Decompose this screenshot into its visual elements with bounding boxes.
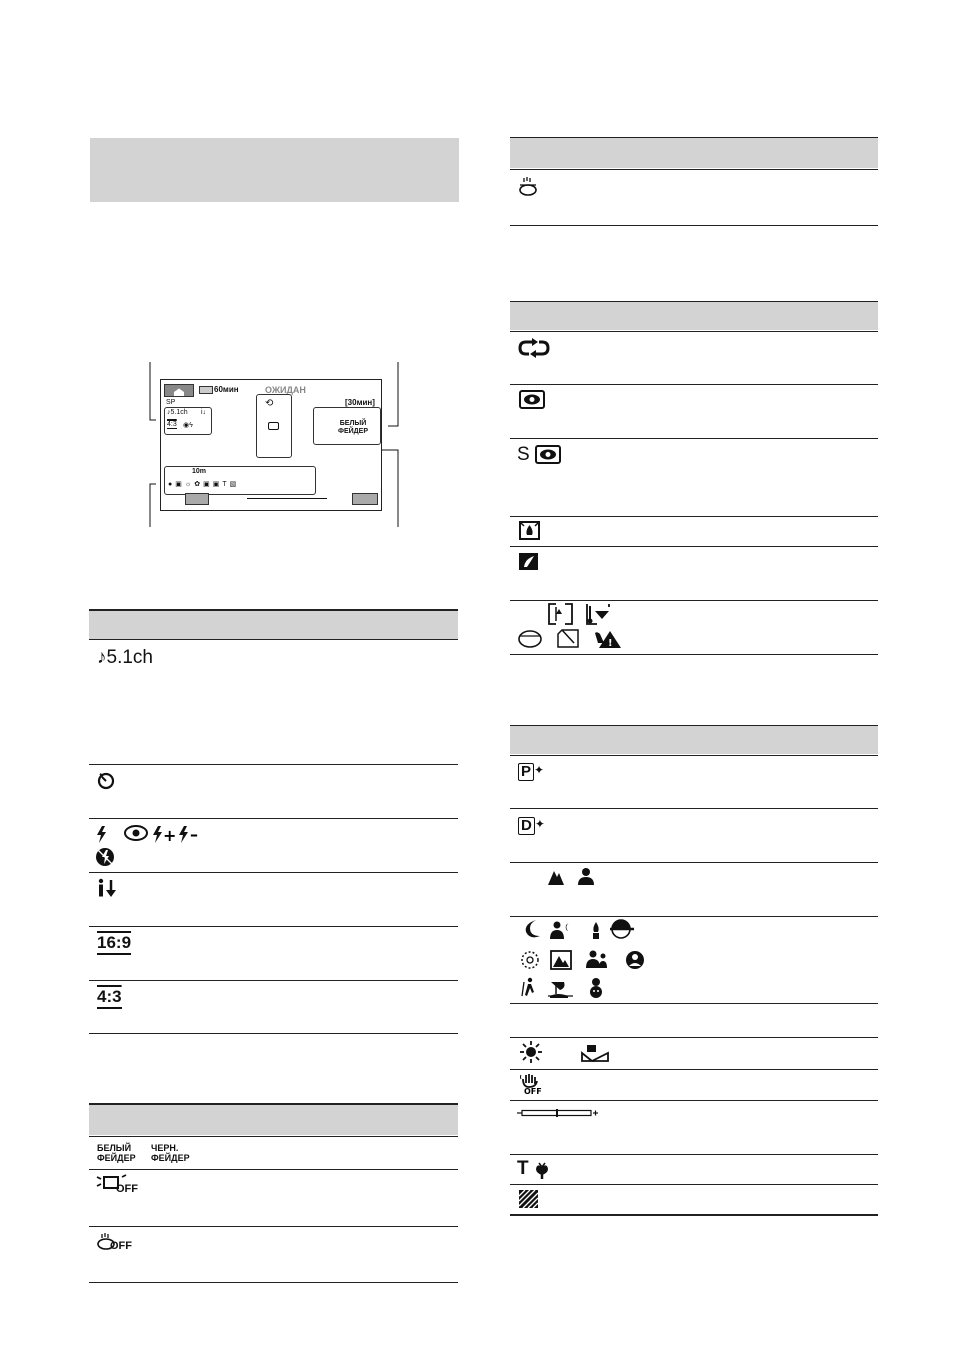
- picture-effect-letter: P: [518, 763, 534, 781]
- zoom-bar-icon: [516, 1107, 598, 1121]
- indicator-box-top-left: [164, 407, 212, 435]
- aspect-4-3-icon: 4:3: [97, 987, 122, 1009]
- section-header-block: [90, 138, 459, 202]
- self-timer-icon: [96, 770, 116, 790]
- landscape-portrait-icons: [548, 867, 598, 887]
- aspect-indicator: 4:3: [167, 421, 177, 428]
- record-mode: SP: [166, 399, 176, 406]
- tele-macro-icon: [517, 1159, 550, 1179]
- self-timer-value: 10m: [192, 468, 207, 475]
- telemacro-icon: [519, 521, 541, 541]
- repeat-icon: [518, 338, 550, 358]
- audio-indicator: ♪5.1ch: [167, 409, 188, 416]
- svg-text:+: +: [163, 826, 177, 845]
- home-button[interactable]: [164, 384, 194, 397]
- white-fader-label: БЕЛЫЙ ФЕЙДЕР: [97, 1143, 136, 1163]
- hdd-icon: [518, 176, 540, 198]
- svg-text:OFF: OFF: [524, 1087, 542, 1095]
- black-fader-label: ЧЕРН. ФЕЙДЕР: [151, 1143, 190, 1163]
- lcd-backlight-off-suffix: OFF: [110, 1240, 132, 1252]
- mic-level-icon: i↓: [201, 409, 207, 416]
- lcd-screen: [160, 379, 382, 511]
- table-a-header: [89, 610, 458, 639]
- battery-icon: [199, 386, 213, 394]
- picture-effect-icon: P ✦: [518, 760, 544, 781]
- table-r3-header: [510, 726, 878, 754]
- lcd-illustration: [146, 362, 406, 527]
- backlight-off-suffix: OFF: [116, 1183, 138, 1195]
- warning-icons: [518, 603, 628, 649]
- audio-5-1ch-icon: ♪5.1ch: [97, 647, 153, 668]
- table-r2-header: [510, 302, 878, 330]
- remaining-time: 60мин: [214, 385, 239, 394]
- shooting-icons-row: ●▣☼✿▣▣T▧: [168, 481, 240, 488]
- digital-effect-icon: D ✦: [518, 814, 545, 835]
- zoom-bar[interactable]: [247, 498, 327, 499]
- tele-macro-letter: T: [517, 1158, 529, 1179]
- indicator-box-center: [256, 394, 292, 458]
- white-balance-icons: [518, 1041, 618, 1063]
- spot-focus-icon: [517, 445, 561, 465]
- spot-meter-icon: [268, 422, 279, 430]
- svg-text:–: –: [190, 825, 198, 844]
- wide-16-9-icon: 16:9: [97, 933, 131, 955]
- tele-macro-leaf-icon: [519, 553, 539, 571]
- play-button[interactable]: [185, 493, 209, 505]
- digital-effect-letter: D: [518, 817, 535, 835]
- home-icon: [165, 387, 193, 398]
- zebra-icon: [518, 1189, 540, 1209]
- standby-status: ОЖИДАН: [265, 385, 306, 395]
- option-button[interactable]: [352, 493, 378, 505]
- indicator-box-top-right: [313, 407, 381, 445]
- flash-icons: [96, 824, 216, 868]
- tape-remaining: [30мин]: [345, 398, 375, 407]
- fader-label: БЕЛЫЙ ФЕЙДЕР: [338, 420, 368, 435]
- table-r1-header: [510, 138, 878, 168]
- flash-indicator: ◉ϟ: [183, 422, 193, 429]
- spot-focus-letter: S: [517, 444, 530, 465]
- table-b-header: [89, 1104, 458, 1135]
- svg-text:!: !: [608, 638, 613, 649]
- spot-meter-icon: [519, 390, 545, 410]
- scene-selection-icons: [518, 918, 648, 1002]
- mic-reference-level-icon: [97, 878, 119, 898]
- repeat-icon: ⟲: [265, 398, 274, 409]
- indicator-box-bottom-left: [164, 466, 316, 495]
- steadyshot-off-icon: [520, 1073, 550, 1095]
